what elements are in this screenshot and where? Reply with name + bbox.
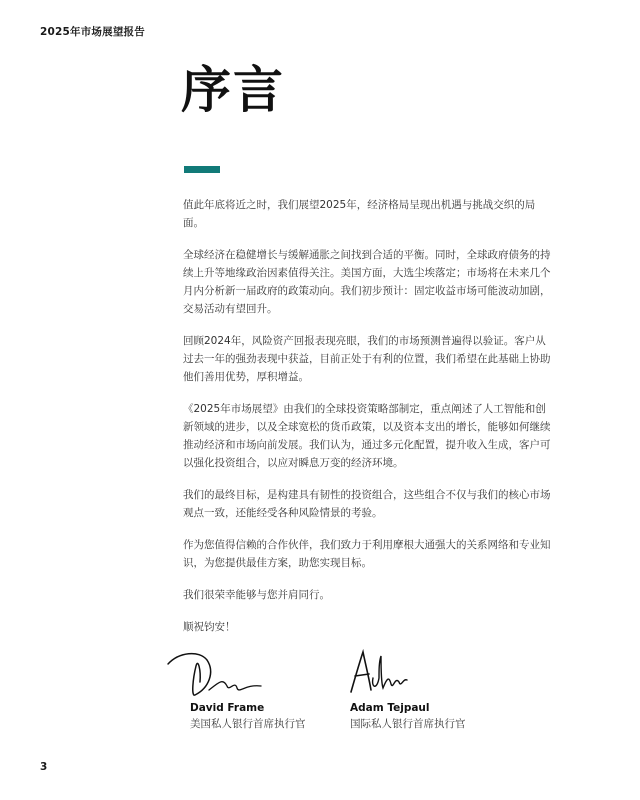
paragraph: 回顾2024年，风险资产回报表现亮眼，我们的市场预测普遍得以验证。客户从过去一年的强劲表现中获益，目前正处于有利的位置，我们希望在此基础上协助他们善用优势，厚积增益。 — [183, 335, 551, 383]
page-number: 3 — [40, 761, 48, 773]
paragraph: 全球经济在稳健增长与缓解通胀之间找到合适的平衡。同时，全球政府债务的持续上升等地缘政治因素值得关注。美国方面，大选尘埃落定；市场将在未来几个月内分析新一届政府的政策动向。我们初步预计：固定收益市场可能波动加剧，交易活动有望回升。 — [183, 249, 551, 315]
paragraph: 我们很荣幸能够与您并肩同行。 — [183, 589, 330, 601]
signatory-name: Adam Tejpaul — [350, 702, 430, 714]
signatory-title: 美国私人银行首席执行官 — [190, 718, 306, 730]
page-title: 序言 — [181, 60, 285, 119]
closing-salutation: 顺祝钧安！ — [183, 621, 236, 633]
accent-bar — [184, 166, 220, 173]
signatory-title: 国际私人银行首席执行官 — [350, 718, 466, 730]
paragraph: 《2025年市场展望》由我们的全球投资策略部制定，重点阐述了人工智能和创新领域的进步，以及全球宽松的货币政策，以及资本支出的增长，能够如何继续推动经济和市场向前发展。我们认为，通过多元化配置，提升收入生成，客户可以强化投资组合，以应对瞬息万变的经济环境。 — [183, 403, 551, 469]
paragraph: 值此年底将近之时，我们展望2025年，经济格局呈现出机遇与挑战交织的局面。 — [183, 199, 536, 229]
paragraph: 作为您值得信赖的合作伙伴，我们致力于利用摩根大通强大的关系网络和专业知识，为您提供最佳方案，助您实现目标。 — [183, 539, 551, 569]
letter-body — [183, 196, 555, 650]
signature-adam-tejpaul — [345, 648, 415, 700]
running-header: 2025年市场展望报告 — [40, 26, 145, 38]
signatory-name: David Frame — [190, 702, 265, 714]
signatory-block — [165, 648, 306, 732]
paragraph: 我们的最终目标，是构建具有韧性的投资组合，这些组合不仅与我们的核心市场观点一致，还能经受各种风险情景的考验。 — [183, 489, 551, 519]
signatory-block — [345, 648, 466, 732]
signature-david-frame — [165, 648, 265, 700]
